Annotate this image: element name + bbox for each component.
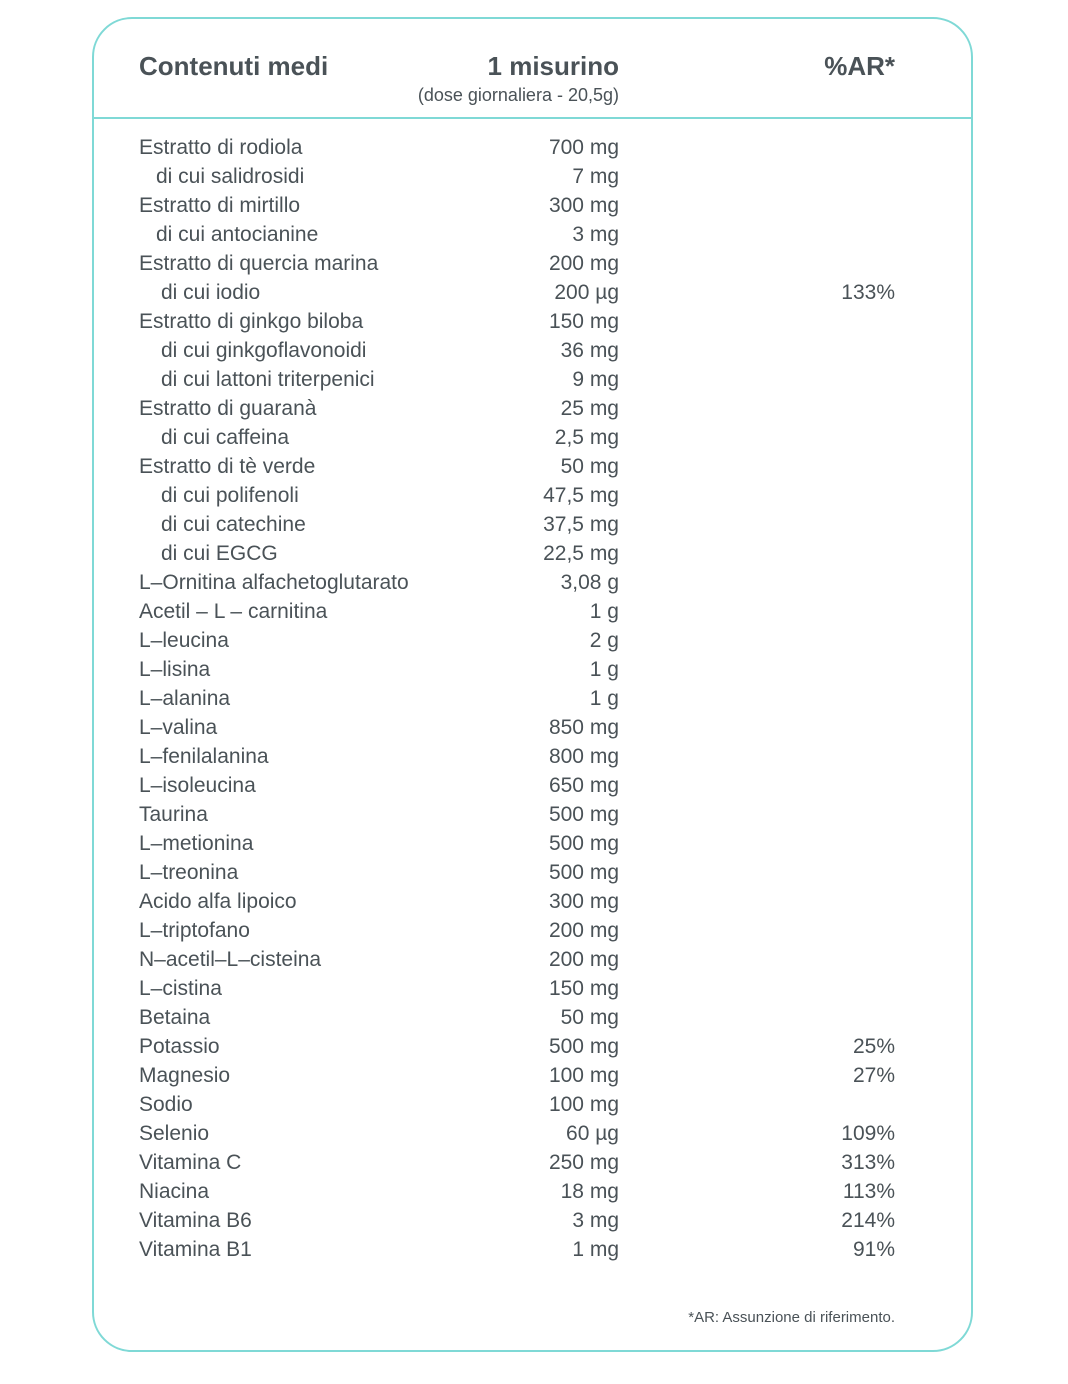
row-dose: 3,08 g: [560, 571, 619, 594]
row-dose: 1 g: [589, 600, 619, 623]
row-name: L–leucina: [139, 629, 229, 652]
table-row: [94, 365, 971, 394]
row-dose: 3 mg: [572, 223, 619, 246]
table-row: [94, 423, 971, 452]
table-row: [94, 1119, 971, 1148]
row-name: Vitamina C: [139, 1151, 242, 1174]
row-dose: 150 mg: [548, 310, 619, 333]
row-ar: 313%: [841, 1151, 895, 1174]
row-dose: 7 mg: [572, 165, 619, 188]
row-dose: 200 mg: [548, 252, 619, 275]
row-name: di cui polifenoli: [161, 484, 299, 507]
row-dose: 300 mg: [548, 194, 619, 217]
row-dose: 1 g: [589, 658, 619, 681]
row-name: Estratto di quercia marina: [139, 252, 379, 275]
row-dose: 200 mg: [548, 948, 619, 971]
row-name: di cui antocianine: [156, 223, 319, 246]
table-row: [94, 713, 971, 742]
header-ar: %AR*: [824, 51, 895, 81]
table-row: [94, 945, 971, 974]
row-dose: 18 mg: [560, 1180, 619, 1203]
row-name: di cui lattoni triterpenici: [161, 368, 375, 391]
row-name: di cui EGCG: [161, 542, 278, 565]
row-ar: 214%: [841, 1209, 895, 1232]
row-ar: 133%: [841, 281, 895, 304]
row-name: Estratto di guaranà: [139, 397, 317, 420]
row-dose: 25 mg: [560, 397, 619, 420]
row-dose: 100 mg: [548, 1064, 619, 1087]
row-dose: 150 mg: [548, 977, 619, 1000]
row-dose: 500 mg: [548, 832, 619, 855]
row-ar: 25%: [852, 1035, 895, 1058]
row-dose: 2 g: [589, 629, 619, 652]
row-name: di cui catechine: [161, 513, 306, 536]
table-row: [94, 1090, 971, 1119]
header-contents: Contenuti medi: [139, 51, 329, 81]
table-row: [94, 336, 971, 365]
row-name: Estratto di mirtillo: [139, 194, 301, 217]
table-row: [94, 1003, 971, 1032]
row-name: L–alanina: [139, 687, 231, 710]
row-name: di cui salidrosidi: [156, 165, 305, 188]
table-row: [94, 539, 971, 568]
table-row: [94, 858, 971, 887]
row-name: Estratto di ginkgo biloba: [139, 310, 364, 333]
row-dose: 50 mg: [560, 1006, 619, 1029]
row-ar: 91%: [852, 1238, 895, 1261]
row-dose: 60 µg: [566, 1122, 619, 1145]
table-row: [94, 1235, 971, 1264]
table-row: [94, 249, 971, 278]
row-name: Taurina: [139, 803, 208, 826]
header-dose-subtitle: (dose giornaliera - 20,5g): [417, 85, 619, 105]
row-dose: 500 mg: [548, 861, 619, 884]
table-row: [94, 568, 971, 597]
row-name: Sodio: [139, 1093, 193, 1116]
table-row: [94, 220, 971, 249]
header-dose: 1 misurino: [487, 51, 619, 81]
table-row: [94, 510, 971, 539]
row-name: Magnesio: [139, 1064, 231, 1087]
row-dose: 22,5 mg: [543, 542, 619, 565]
table-row: [94, 887, 971, 916]
table-row: [94, 626, 971, 655]
row-name: Acido alfa lipoico: [139, 890, 297, 913]
row-name: di cui iodio: [161, 281, 261, 304]
row-dose: 850 mg: [548, 716, 619, 739]
table-row: [94, 742, 971, 771]
table-row: [94, 829, 971, 858]
table-row: [94, 452, 971, 481]
table-row: [94, 800, 971, 829]
row-dose: 200 µg: [554, 281, 619, 304]
row-name: L–valina: [139, 716, 218, 739]
table-row: [94, 191, 971, 220]
row-dose: 1 mg: [572, 1238, 619, 1261]
row-name: Acetil – L – carnitina: [139, 600, 328, 623]
row-name: L–metionina: [139, 832, 254, 855]
row-dose: 36 mg: [560, 339, 619, 362]
row-name: L–treonina: [139, 861, 239, 884]
row-name: di cui ginkgoflavonoidi: [161, 339, 367, 362]
row-dose: 9 mg: [572, 368, 619, 391]
row-dose: 50 mg: [560, 455, 619, 478]
table-row: [94, 597, 971, 626]
row-dose: 200 mg: [548, 919, 619, 942]
row-dose: 2,5 mg: [554, 426, 619, 449]
row-name: L–fenilalanina: [139, 745, 269, 768]
table-row: [94, 307, 971, 336]
row-dose: 800 mg: [548, 745, 619, 768]
row-dose: 1 g: [589, 687, 619, 710]
row-name: di cui caffeina: [161, 426, 290, 449]
row-name: Estratto di rodiola: [139, 136, 303, 159]
row-name: L–isoleucina: [139, 774, 256, 797]
row-dose: 37,5 mg: [543, 513, 619, 536]
row-name: Betaina: [139, 1006, 211, 1029]
table-row: [94, 162, 971, 191]
table-row: [94, 974, 971, 1003]
table-row: [94, 133, 971, 162]
table-row: [94, 1061, 971, 1090]
table-row: [94, 916, 971, 945]
table-body: [94, 133, 971, 1264]
table-row: [94, 1032, 971, 1061]
row-dose: 47,5 mg: [543, 484, 619, 507]
row-name: L–cistina: [139, 977, 222, 1000]
row-name: Selenio: [139, 1122, 210, 1145]
table-row: [94, 771, 971, 800]
table-row: [94, 1206, 971, 1235]
row-name: Niacina: [139, 1180, 210, 1203]
row-name: N–acetil–L–cisteina: [139, 948, 322, 971]
row-name: L–lisina: [139, 658, 211, 681]
row-ar: 109%: [841, 1122, 895, 1145]
row-ar: 113%: [842, 1180, 895, 1203]
header-divider: [94, 117, 971, 119]
table-row: [94, 278, 971, 307]
row-ar: 27%: [852, 1064, 895, 1087]
nutrition-table-panel: [92, 17, 973, 1352]
row-dose: 500 mg: [548, 803, 619, 826]
row-name: Estratto di tè verde: [139, 455, 316, 478]
row-dose: 500 mg: [548, 1035, 619, 1058]
table-row: [94, 1148, 971, 1177]
row-name: Potassio: [139, 1035, 220, 1058]
row-dose: 650 mg: [548, 774, 619, 797]
footnote: *AR: Assunzione di riferimento.: [688, 1309, 895, 1326]
row-name: L–triptofano: [139, 919, 250, 942]
table-header: [94, 19, 971, 119]
table-row: [94, 394, 971, 423]
row-dose: 100 mg: [548, 1093, 619, 1116]
row-name: L–Ornitina alfachetoglutarato: [139, 571, 409, 594]
row-name: Vitamina B1: [139, 1238, 252, 1261]
row-dose: 3 mg: [572, 1209, 619, 1232]
row-dose: 700 mg: [548, 136, 619, 159]
table-row: [94, 481, 971, 510]
table-row: [94, 1177, 971, 1206]
table-row: [94, 684, 971, 713]
row-name: Vitamina B6: [139, 1209, 252, 1232]
table-row: [94, 655, 971, 684]
row-dose: 300 mg: [548, 890, 619, 913]
row-dose: 250 mg: [548, 1151, 619, 1174]
